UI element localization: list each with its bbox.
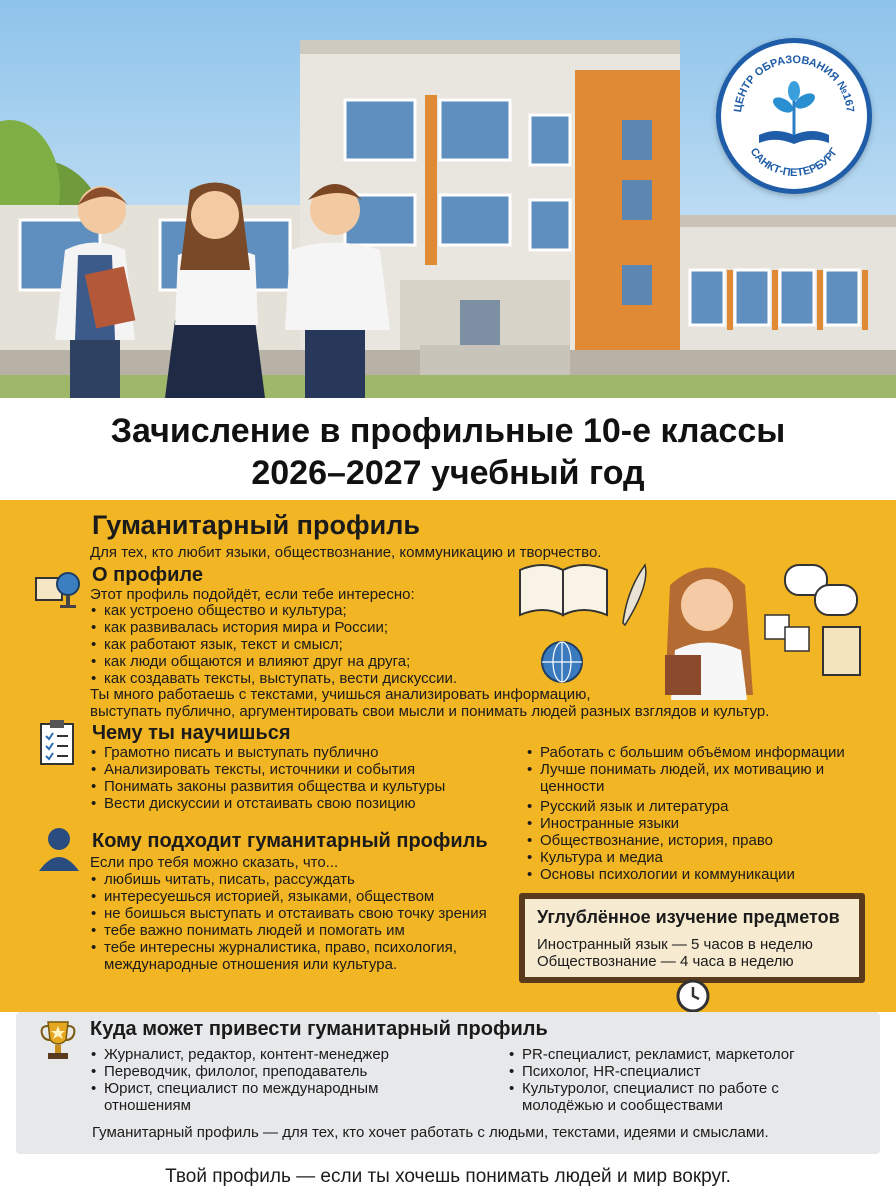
page-title [0,398,896,500]
list-item: • Русский язык и литература [524,798,874,815]
list-item: • Психолог, HR-специалист [506,1063,826,1080]
advanced-study-board [519,893,865,983]
list-item: • как развивалась история мира и России; [88,619,538,636]
svg-text:САНКТ-ПЕТЕРБУРГ: САНКТ-ПЕТЕРБУРГ [747,145,841,180]
advanced-line-2: Обществознание — 4 часа в неделю [537,953,794,970]
book-globe-icon [34,564,82,612]
person-icon [36,825,82,873]
student-girl-reading [665,568,753,701]
hero-illustration [0,0,896,398]
about-summary-1: Ты много работаешь с текстами, учишься анализировать информацию, [90,686,591,703]
globe-icon [542,642,582,682]
advanced-line-1: Иностранный язык — 5 часов в неделю [537,936,813,953]
list-item: • Понимать законы развития общества и культуры [88,778,508,795]
trophy-icon [38,1018,78,1062]
list-item: • Вести дискуссии и отстаивать свою позицию [88,795,508,812]
about-intro: Этот профиль подойдёт, если тебе интересно: [90,586,415,603]
checklist-icon [38,718,78,766]
list-item: • не боишься выступать и отстаивать свою точку зрения [88,905,488,922]
list-item: • как люди общаются и влияют друг на друга; [88,653,538,670]
careers-list-right [506,1046,826,1114]
list-item: • тебе важно понимать людей и помогать им [88,922,488,939]
list-item: • Работать с большим объёмом информации [524,744,874,761]
list-item: • Переводчик, филолог, преподаватель [88,1063,448,1080]
profile-panel [0,500,896,1012]
list-item: • интересуешься историей, языками, обществом [88,888,488,905]
suits-list [88,871,488,973]
list-item: • Иностранные языки [524,815,874,832]
svg-text:ЦЕНТР ОБРАЗОВАНИЯ №167: ЦЕНТР ОБРАЗОВАНИЯ №167 [732,53,856,114]
open-book-icon [520,565,607,615]
careers-summary: Гуманитарный профиль — для тех, кто хочет работать с людьми, текстами, идеями и смыслами. [92,1124,769,1141]
school-seal-logo [716,38,872,194]
title-line-1: Зачисление в профильные 10-е классы [110,412,786,450]
learn-list-left [88,744,508,812]
list-item: • Анализировать тексты, источники и события [88,761,508,778]
advanced-title: Углублённое изучение предметов [537,907,840,927]
suits-intro: Если про тебя можно сказать, что... [90,854,339,871]
list-item: • как работают язык, текст и смысл; [88,636,538,653]
profile-heading: Гуманитарный профиль [92,510,420,540]
closing-slogan: Твой профиль — если ты хочешь понимать людей и мир вокруг. [0,1154,896,1200]
learn-heading: Чему ты научишься [92,722,291,744]
suits-heading: Кому подходит гуманитарный профиль [92,830,488,852]
profile-subtitle: Для тех, кто любит языки, обществознание, коммуникацию и творчество. [90,544,602,561]
about-heading: О профиле [92,564,203,586]
subjects-list [524,798,874,883]
careers-list-left [88,1046,448,1114]
list-item: • как устроено общество и культура; [88,602,538,619]
list-item: • Основы психологии и коммуникации [524,866,874,883]
list-item: • PR-специалист, рекламист, маркетолог [506,1046,826,1063]
list-item: • Юрист, специалист по международным отношениям [88,1080,418,1114]
list-item: • любишь читать, писать, рассуждать [88,871,488,888]
learn-list-right [524,744,874,795]
list-item: • Культуролог, специалист по работе с молодёжью и сообществами [506,1080,796,1114]
feather-icon [623,565,646,625]
list-item: • как создавать тексты, выступать, вести дискуссии. [88,670,538,687]
about-list [88,602,538,687]
list-item: • тебе интересны журналистика, право, психология, международные отношения или культура. [88,939,488,973]
list-item: • Обществознание, история, право [524,832,874,849]
about-summary-2: выступать публично, аргументировать свои мысли и понимать людей разных взглядов и культур. [90,703,770,720]
list-item: • Лучше понимать людей, их мотивацию и ценности [524,761,874,795]
list-item: • Культура и медиа [524,849,874,866]
careers-section [16,1012,880,1154]
careers-heading: Куда может привести гуманитарный профиль [90,1018,548,1040]
clock-icon [675,978,711,1014]
profile-illustrations [515,555,875,700]
list-item: • Журналист, редактор, контент-менеджер [88,1046,448,1063]
title-line-2: 2026–2027 учебный год [251,454,645,492]
scroll-icon [823,627,860,675]
list-item: • Грамотно писать и выступать публично [88,744,508,761]
